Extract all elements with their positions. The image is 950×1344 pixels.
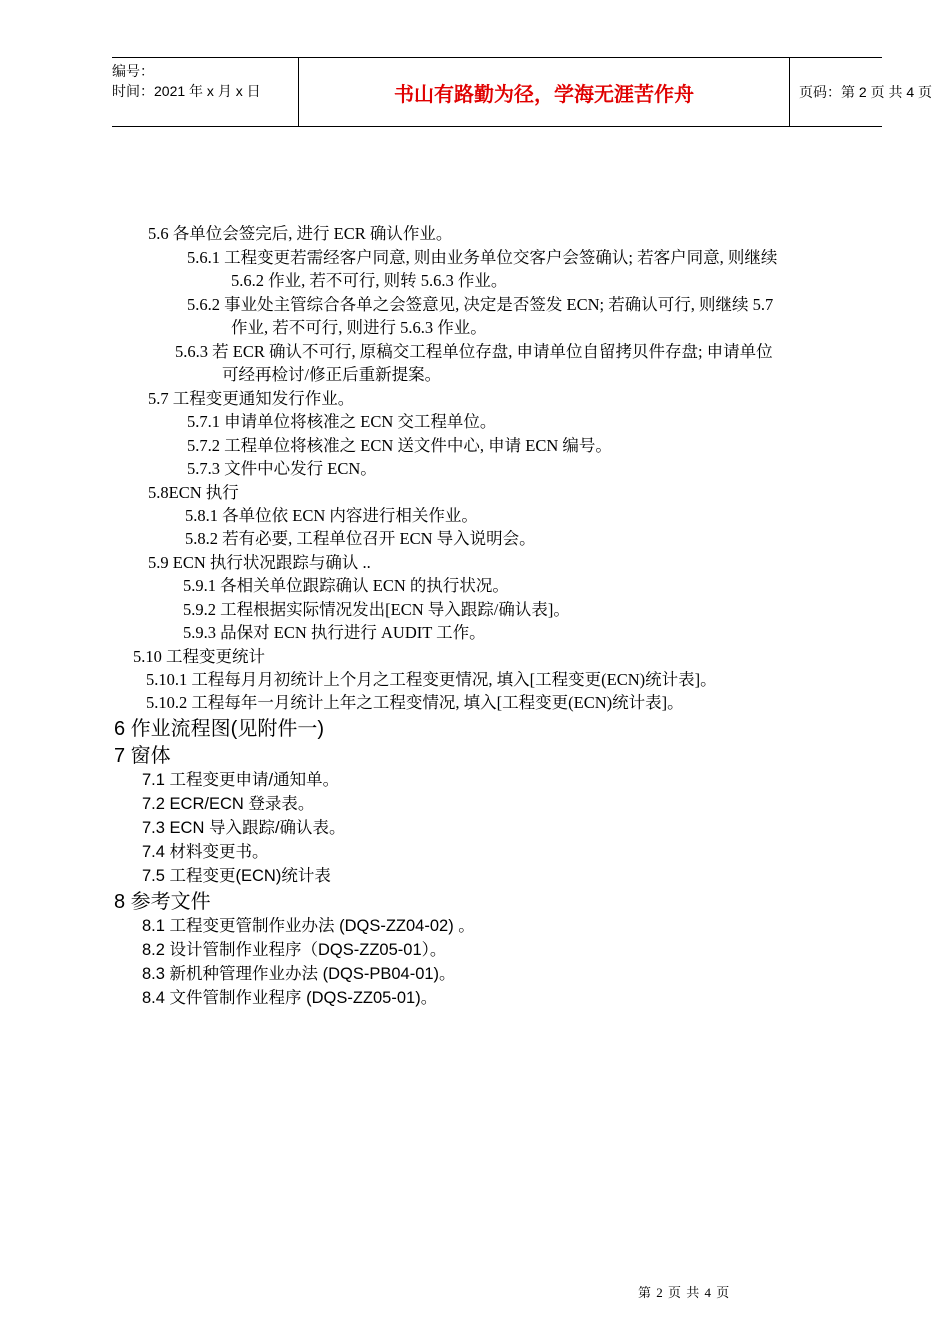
item-5-10-2: 5.10.2 工程每年一月统计上年之工程变情况, 填入[工程变更(ECN)统计表]。 [146, 693, 684, 712]
page-footer: 第 2 页 共 4 页 [638, 1285, 731, 1300]
item-7-4: 7.4 材料变更书。 [142, 843, 269, 861]
item-8-3: 8.3 新机种管理作业办法 (DQS-PB04-01)。 [142, 965, 456, 983]
section-5-8: 5.8ECN 执行 [148, 483, 239, 502]
item-7-5: 7.5 工程变更(ECN)统计表 [142, 867, 331, 885]
document-number-label: 编号： [112, 63, 154, 79]
header-motto: 书山有路勤为径，学海无涯苦作舟 [298, 58, 790, 126]
heading-6: 6 作业流程图(见附件一) [114, 718, 324, 740]
item-5-9-2: 5.9.2 工程根据实际情况发出[ECN 导入跟踪/确认表]。 [183, 600, 570, 619]
item-5-6-3-cont: 可经再检讨/修正后重新提案。 [222, 365, 442, 384]
document-date-label: 时间：2021 年 x 月 x 日 [112, 83, 261, 99]
heading-7: 7 窗体 [114, 745, 171, 767]
heading-8: 8 参考文件 [114, 891, 211, 913]
item-5-6-1-cont: 5.6.2 作业, 若不可行, 则转 5.6.3 作业。 [231, 271, 508, 290]
item-5-7-1: 5.7.1 申请单位将核准之 ECN 交工程单位。 [187, 412, 497, 431]
item-5-9-1: 5.9.1 各相关单位跟踪确认 ECN 的执行状况。 [183, 576, 509, 595]
section-5-9: 5.9 ECN 执行状况跟踪与确认 .. [148, 553, 371, 572]
item-8-4: 8.4 文件管制作业程序 (DQS-ZZ05-01)。 [142, 989, 438, 1007]
item-5-7-2: 5.7.2 工程单位将核准之 ECN 送文件中心, 申请 ECN 编号。 [187, 436, 612, 455]
item-5-8-2: 5.8.2 若有必要, 工程单位召开 ECN 导入说明会。 [185, 529, 536, 548]
item-7-1: 7.1 工程变更申请/通知单。 [142, 771, 340, 789]
item-7-2: 7.2 ECR/ECN 登录表。 [142, 795, 315, 813]
item-5-6-3: 5.6.3 若 ECR 确认不可行, 原稿交工程单位存盘, 申请单位自留拷贝件存盘; 申请单位 [175, 342, 773, 361]
header-info [112, 58, 298, 126]
section-5-7: 5.7 工程变更通知发行作业。 [148, 389, 355, 408]
item-5-6-2-cont: 作业, 若不可行, 则进行 5.6.3 作业。 [231, 318, 487, 337]
item-5-6-2: 5.6.2 事业处主管综合各单之会签意见, 决定是否签发 ECN; 若确认可行, 则继续 5.7 [187, 295, 774, 314]
header-page-number: 页码：第 2 页 共 4 页 [799, 84, 933, 100]
item-5-7-3: 5.7.3 文件中心发行 ECN。 [187, 459, 377, 478]
item-8-1: 8.1 工程变更管制作业办法 (DQS-ZZ04-02) 。 [142, 917, 475, 935]
item-5-10-1: 5.10.1 工程每月月初统计上个月之工程变更情况, 填入[工程变更(ECN)统计表]。 [146, 670, 717, 689]
item-5-8-1: 5.8.1 各单位依 ECN 内容进行相关作业。 [185, 506, 478, 525]
item-7-3: 7.3 ECN 导入跟踪/确认表。 [142, 819, 346, 837]
item-8-2: 8.2 设计管制作业程序（DQS-ZZ05-01）。 [142, 941, 447, 959]
item-5-6-1: 5.6.1 工程变更若需经客户同意, 则由业务单位交客户会签确认; 若客户同意, 则继续 [187, 248, 778, 267]
section-5-6: 5.6 各单位会签完后, 进行 ECR 确认作业。 [148, 224, 453, 243]
section-5-10: 5.10 工程变更统计 [133, 647, 265, 666]
item-5-9-3: 5.9.3 品保对 ECN 执行进行 AUDIT 工作。 [183, 623, 486, 642]
page-header [112, 57, 933, 127]
